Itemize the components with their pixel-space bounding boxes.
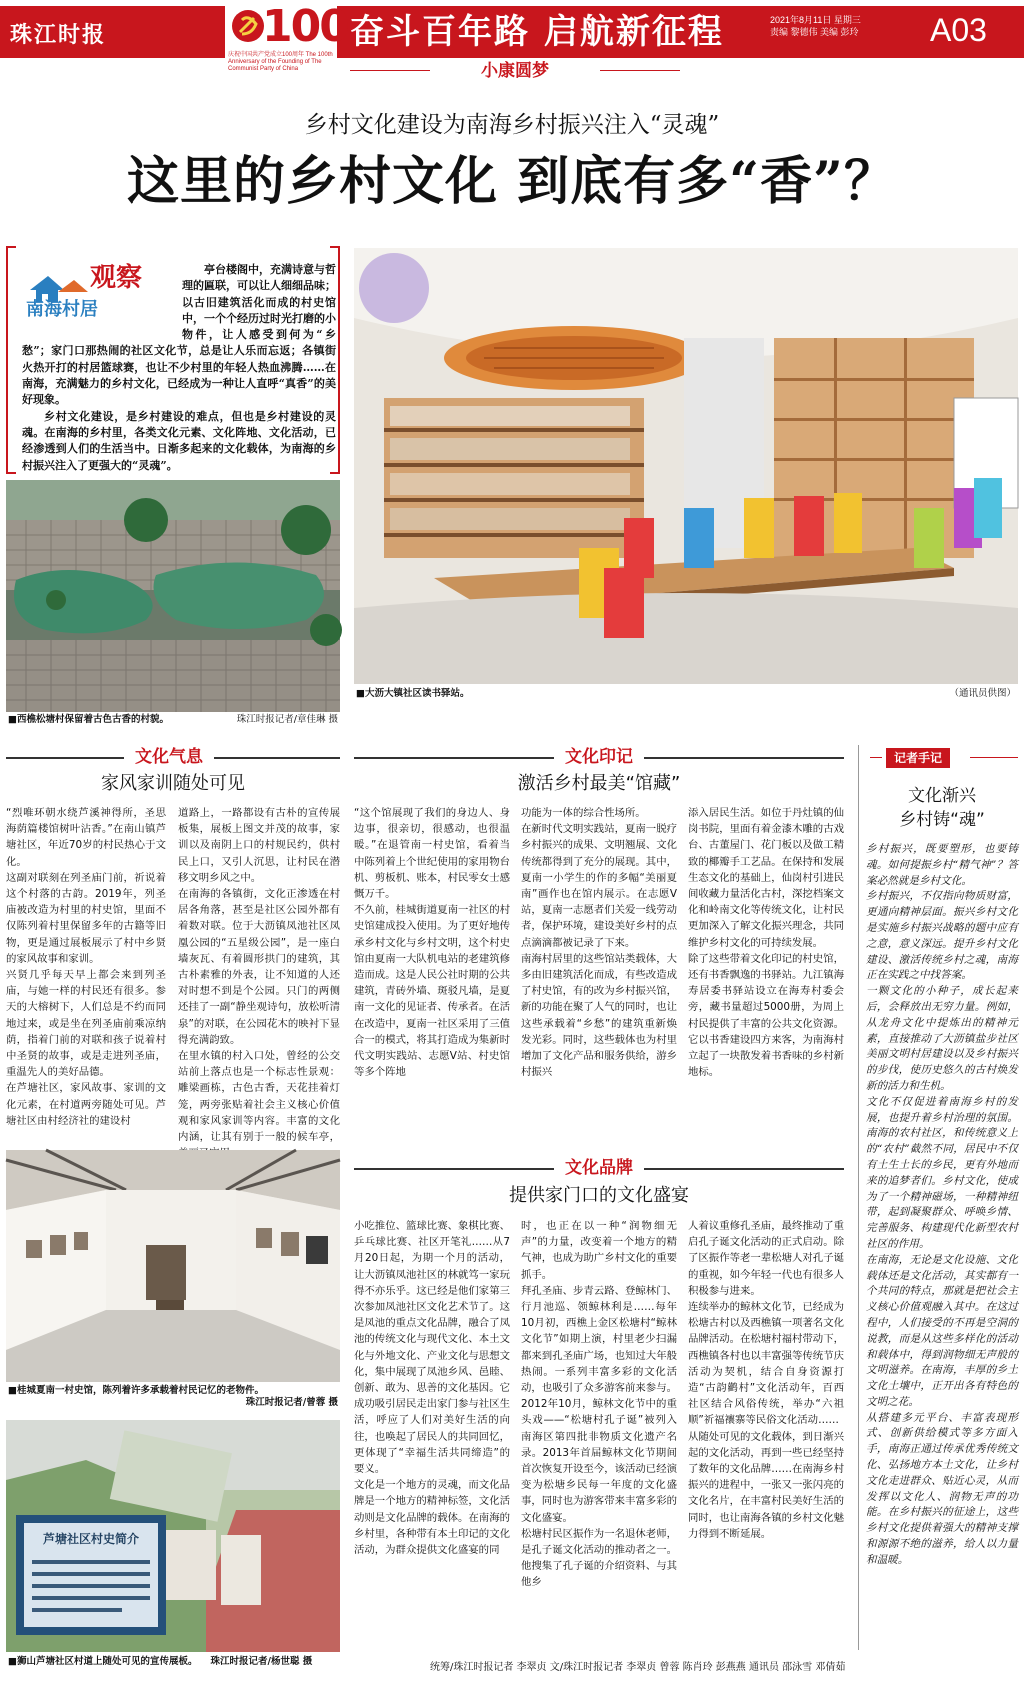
party-emblem-icon bbox=[230, 8, 266, 44]
aerial-caption-line bbox=[8, 714, 338, 726]
emblem-caption: 庆祝中国共产党成立100周年 The 100th Anniversary of the Founding of The Communist Party of China bbox=[228, 52, 333, 72]
library-photo bbox=[354, 248, 1018, 684]
intro-text bbox=[22, 262, 336, 474]
emblem-number: 100 bbox=[262, 1, 348, 52]
section2-kicker: 文化印记 bbox=[565, 747, 633, 767]
section2-title: 激活乡村最美“馆藏” bbox=[517, 773, 681, 794]
aerial-credit: 珠江时报记者/章佳琳 摄 bbox=[236, 714, 338, 725]
aerial-caption: ■西樵松塘村保留着古色古香的村貌。 bbox=[8, 714, 169, 725]
section1-column-2 bbox=[178, 805, 340, 1145]
section2-col2-text: 功能为一体的综合性场所。 在新时代文明实践站，夏南一脱疗乡村振兴的成果、文明翘展、文化传统都得到了充分的展现。其中，夏南一小学生的作的多幅“美丽夏南”画作也在馆内展示。在志愿V站，夏南一志愿者们关爱一线劳动者，保护环境，建设美好乡村的点点滴滴都被记录了下来。 南海村居里的这些馆站类载体，大多由旧建筑活化而成，有些改造成了村史馆，有的改为乡村振兴馆，新的功能在聚了人气的同时，也让这些承载着“乡愁”的建筑重新焕发光彩。同时，这些载体也为村里增加了文化产品和服务供给，游乡村振兴 bbox=[521, 807, 677, 1079]
board-caption: ■狮山芦塘社区村道上随处可见的宣传展板。 bbox=[8, 1656, 198, 1667]
library-caption: ■大沥大镇社区读书驿站。 bbox=[356, 688, 470, 699]
gallery-caption-line bbox=[8, 1385, 338, 1409]
section1-rule-left bbox=[6, 757, 124, 759]
page-number: A03 bbox=[930, 12, 987, 48]
editors: 责编 黎德伟 美编 彭玲 bbox=[770, 27, 859, 37]
section2-col3-text: 添入居民生活。如位于丹灶镇的仙岗书院，里面有着金漆木雕的古戏台、古董屋门、花门板以及做工精致的椰瓣手工艺品。在保持和发展生态文化的基础上，仙岗村引进民间收藏力量活化古村，深挖档案文化和岭南文化等传统文化，让村民更加深入了解文化振兴理念，共同维护乡村文化的可持续发展。 除了这些带着文化印记的村史馆，还有书香飘逸的书驿站。九江镇海寿居委书驿站设立在海寿村委会旁，藏书量超过5000册，为周上村民提供了丰富的公共文化资源。它以书香建设四方来客，为南海村立起了一块散发着书香味的乡村新地标。 bbox=[688, 807, 844, 1079]
reporter-note-tag: 记者手记 bbox=[886, 748, 950, 768]
section3-rule-right bbox=[644, 1168, 844, 1170]
library-caption-line bbox=[356, 688, 1016, 700]
board-caption-line bbox=[8, 1656, 428, 1668]
page-info bbox=[770, 14, 890, 38]
issue-date: 2021年8月11日 星期三 bbox=[770, 15, 861, 25]
village-history-gallery-photo bbox=[6, 1150, 340, 1382]
newspaper-logo: 珠江时报 bbox=[10, 22, 107, 48]
section3-column-1 bbox=[354, 1218, 510, 1654]
section-rule-right bbox=[600, 70, 680, 71]
section3-col2-text: 时，也正在以一种“润物细无声”的力量，改变着一个地方的精气神，也成为助广乡村文化的重要抓手。 拜孔圣庙、步青云路、登鲸林门、行月池巡、领鲸林利是……每年10月初，西樵上金区松塘村“鲸林文化节”如期上演，村里老少扫漏都来到孔圣庙广场，也知过大年般热闹。一系列丰富多彩的文化活动，也吸引了众多游客前来参与。2012年10月，鲸林文化节中的重头戏——“松塘村孔子诞”被列入南海区第四批非物质文化遗产名录。2013年首届鲸林文化节期间首次恢复开设至今，该活动已经演变为松塘乡民每一年度的文化盛事，同时也为游客带来丰富多彩的文化盛宴。 松塘村民区振作为一名退休老师，是孔子诞文化活动的推动者之一。他搜集了孔子诞的介绍资料、与其他乡 bbox=[521, 1220, 677, 1589]
intro-paragraph-2: 乡村文化建设，是乡村建设的难点，但也是乡村建设的灵魂。在南海的乡村里，各类文化元素、文化阵地、文化活动，已经渗透到人们的生活当中。日渐多起来的文化载体，为南海的乡村振兴注入了更强大的“灵魂”。 bbox=[22, 409, 336, 472]
section1-col2-text: 道路上，一路都设有古朴的宣传展板集，展板上图文并茂的故事，家训以及南阴上口的村规民约，供村民上口，又引人沉思，让村民在潜移文明乡风之中。 在南海的各镇街，文化正渗透在村居各角落，甚至是社区公园外都有着数对联。位于大沥镇凤池社区凤凰公园的“五星级公园”，是一座白墙灰瓦、有着圆形拱门的建筑，其古朴素雅的外表，让不知道的人还对时想不到是个公园。只门的两侧还挂了一副“静坐观诗句，放松听清泉”的对联，在公园花木的映衬下显得充满韵致。 在里水镇的村入口处，曾经的公交站前上落点也是一个标志性景观：雕梁画栋，古色古香，天花挂着灯笼，两旁张贴着社会主义核心价值观和家风家训等内容。丰富的文化内涵，让其有别于一般的候车亭， bbox=[178, 807, 340, 1144]
note-rule-left bbox=[870, 757, 882, 758]
reporter-note-body bbox=[866, 842, 1018, 1652]
gallery-caption: ■桂城夏南一村史馆，陈列着许多承载着村民记忆的老物件。 bbox=[8, 1385, 264, 1396]
section2-column-1 bbox=[354, 805, 510, 1150]
section1-col1-text: “烈唯环朝水绕芦溪神得所，圣思海荫篇楼馆树叶沾香。”在南山镇芦塘社区，年近70岁的村民热心于文化。 这副对联刻在列圣庙门前，祈说着这个村落的古韵。2019年，列圣庙被改造为村里的村史馆，里面不仅陈列着村里保留多年的古籍等旧物，更是通过展板展示了村中乡贤的家风故事和家训。 兴贤几乎每天早上都会来到列圣庙，与她一样的村民还有很多。参天的大榕树下，人们总是不约而同地过来，或是坐在列圣庙前乘凉纳荫，指着门前的对联和孩子说着村中圣贤的故事，或是走进列圣庙，重温先人的美好品德。 在芦塘社区，家风故事、家训的文化元素，在村道两旁随处可见。芦塘社区由村经济社的建设村 bbox=[6, 807, 166, 1127]
reporter-note-text: 乡村振兴，既要塑形，也要铸魂。如何提振乡村“精气神”？答案必然就是乡村文化。 乡村振兴，不仅指向物质财富，更通向精神层面。振兴乡村文化是实施乡村振兴战略的题中应有之意，意义深远。提升乡村文化建设、激活传统乡村之魂，南海正在实践之中找答案。 一颗文化的小种子，成长起来后，会释放出无穷力量。例如，从龙舟文化中提炼出的精神元素，直接推动了大沥镇盐步社区美丽文明村居建设以及乡村振兴的步伐，使历史悠久的古村焕发新的活力和生机。 文化不仅促进着南海乡村的发展，也提升着乡村治理的氛围。南海的农村社区，和传统意义上的“农村”截然不同，居民中不仅有土生土长的乡民，更有外地而来的追梦者们。乡村文化，使成为了一个精神磁场，一种精神纽带，起到凝聚群众、呼唤乡情、完善服务、构建现代化新型农村社区的作用。 在南海，无论是文化设施、文化载体还是文化活动，其实都有一个共同的特点，那就是把社会主义核心价值观融入其中。在这过程中，人们接受的不再是空洞的说教，而是从这些多样化的活动和载体中，得到润物细无声般的文明滋养。在南海，丰厚的乡土文化土壤中，正开出各有特色的文明之花。 从搭建多元平台、丰富表现形式、创新供给模式等多方面入手，南海正通过传承优秀传统文化、弘扬地方本土文化，让乡村文化走进群众、贴近心灵，从而发挥以文化人、润物无声的功能。在乡村振兴的征途上，这些乡村文化提供着强大的精神支撑和源源不绝的滋养，给人以力量和温暖。 bbox=[866, 843, 1018, 1566]
note-rule-right bbox=[970, 757, 1018, 758]
section3-kicker: 文化品牌 bbox=[565, 1158, 633, 1178]
section3-column-2 bbox=[521, 1218, 677, 1654]
section3-col1-text: 小吃推位、篮球比赛、象棋比赛、乒乓球比赛、社区开笔礼……从7月20日起，为期一个月的活动，让大沥镇凤池社区的林就笃一家玩得不亦乐乎。这已经是他们家第三次参加凤池社区文化艺术节了。这是凤池的重点文化品牌，融合了凤池的传统文化与现代文化、本土文化与外地文化、产业文化与思想文化，集中展现了凤池乡风、邑睦、创新、敢为、思善的文化基因。它成功吸引居民走出家门参与社区生活，呼应了人们对美好生活的向往，也唤起了居民人的共同回忆，更体现了“幸福生活共同缔造”的要义。 文化是一个地方的灵魂，而文化品牌是一个地方的精神标签，文化活动则是文化品牌的载体。在南海的乡村里，各种带有本土印记的文化活动，为群众提供文化盛宴的同 bbox=[354, 1220, 510, 1557]
section-name: 小康圆梦 bbox=[481, 61, 549, 81]
section2-rule-right bbox=[644, 757, 844, 759]
section2-column-3 bbox=[688, 805, 844, 1150]
observe-logo bbox=[22, 262, 182, 332]
section2-column-2 bbox=[521, 805, 677, 1150]
note-title-line-2: 乡村铸“魂” bbox=[899, 810, 985, 830]
section2-rule-left bbox=[354, 757, 554, 759]
section2-col1-text: “这个馆展现了我们的身边人、身边事，很亲切，很感动，也很温暖。”在退管南一村史馆，看着当中陈列着上个世纪使用的家用物台机、剪板机、账本，村民零女士感慨万千。 不久前，桂城街道夏南一社区的村史馆建成投入使用。为了更好地传承乡村文化与乡村文明，这个村史馆由夏南一大队机电站的老建筑修造而成。这是人民公社时期的公共建筑，青砖外墙、斑驳凡墙，是夏南一文化的见证者、传承者。在活在改造中，夏南一社区采用了三值合一的模式，将其打造成为集新时代文明实践站、志愿V站、村史馆等多个阵地 bbox=[354, 807, 510, 1079]
board-title: 芦塘社区村史简介 bbox=[42, 1532, 139, 1546]
section1-kicker: 文化气息 bbox=[135, 747, 203, 767]
section1-column-1 bbox=[6, 805, 166, 1145]
intro-paragraph-1: 亭台楼阁中，充满诗意与哲理的匾联，可以让人细细品味；以古旧建筑活化而成的村史馆中，一个个经历过时光打磨的小物件，让人感受到何为“乡愁”；家门口那热闹的社区文化节，总是让人乐而忘返；各镇街火热开打的村居篮球赛，也让不少村里的年轻人热血沸腾……在南海，充满魅力的乡村文化，已经成为一种让人直呼“真香”的美好现象。 bbox=[22, 263, 336, 407]
section3-rule-left bbox=[354, 1168, 554, 1170]
byline-footer: 统筹/珠江时报记者 李翠贞 文/珠江时报记者 李翠贞 曾蓉 陈肖玲 彭燕燕 通讯员 邵泳雪 邓倩茹 bbox=[430, 1662, 846, 1673]
board-credit: 珠江时报记者/杨世聪 摄 bbox=[210, 1656, 313, 1667]
section3-col3-text: 人着议重修孔圣庙，最终推动了重启孔子诞文化活动的正式启动。除了区振作等老一辈松塘人对孔子诞的重视，如今年轻一代也有很多人积极参与进来。 连续举办的鲸林文化节，已经成为松塘古村以及西樵镇一项著名文化品牌活动。在松塘村福村带动下，西樵镇各村也以丰富强等传统节庆活动为契机，结合自身资源打造“古韵鹳村”文化活动年，百西社区结合风俗传统，举办“六祖顺”祈福禳寨等民俗文化活动…… 从随处可见的文化载体，到日渐兴起的文化活动，再到一些已经坚持了数年的文化品牌……在南海乡村振兴的进程中，一张又一张闪亮的文化名片，在丰富村民美好生活的同时，也让南海各镇的乡村文化魅力得到不断延展。 bbox=[688, 1220, 844, 1540]
gallery-credit: 珠江时报记者/曾蓉 摄 bbox=[245, 1397, 338, 1408]
aerial-village-photo bbox=[6, 480, 340, 712]
slogan: 奋斗百年路 启航新征程 bbox=[350, 12, 724, 52]
main-headline: 这里的乡村文化 到底有多“香”？ bbox=[127, 151, 897, 212]
section-rule-left bbox=[350, 70, 430, 71]
section1-title: 家风家训随处可见 bbox=[101, 773, 245, 794]
note-title-line-1: 文化渐兴 bbox=[908, 786, 976, 806]
observe-subtitle: 南海村居 bbox=[26, 299, 98, 320]
section3-column-3 bbox=[688, 1218, 844, 1654]
observe-title: 观察 bbox=[90, 263, 143, 293]
bracket-left bbox=[6, 246, 16, 474]
note-divider bbox=[858, 745, 859, 1650]
section3-title: 提供家门口的文化盛宴 bbox=[509, 1185, 689, 1206]
library-credit: （通讯员供图） bbox=[949, 688, 1016, 699]
section1-rule-right bbox=[214, 757, 340, 759]
propaganda-board-photo bbox=[6, 1420, 340, 1652]
headline-kicker: 乡村文化建设为南海乡村振兴注入“灵魂” bbox=[304, 112, 720, 138]
